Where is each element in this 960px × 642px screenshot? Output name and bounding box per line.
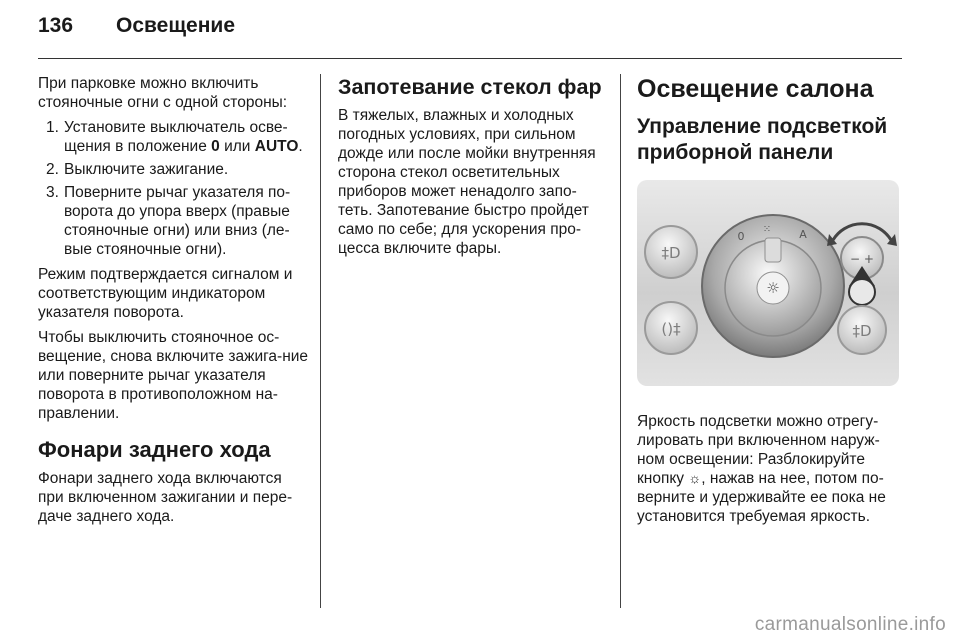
page-header xyxy=(38,14,235,38)
svg-text:()‡: ()‡ xyxy=(661,320,681,338)
column-3 xyxy=(637,74,905,532)
reverse-lights-heading: Фонари заднего хода xyxy=(38,437,271,462)
switch-position-zero: 0 xyxy=(211,138,220,155)
column-divider xyxy=(320,74,321,608)
list-item: 3. Поверните рычаг указателя по-ворота до упора вверх (правые стояночные огни) или вниз (ле-вые стояночные огни). xyxy=(46,184,291,258)
list-item: 1. Установите выключатель осве-щения в положение 0 или AUTO. xyxy=(46,119,303,155)
column-1 xyxy=(38,74,310,532)
section-title: Освещение xyxy=(116,14,235,37)
svg-text:− +: − + xyxy=(850,252,874,266)
column-divider xyxy=(620,74,621,608)
column-2 xyxy=(338,74,610,264)
page-number: 136 xyxy=(38,14,74,37)
mode-confirm-para: Режим подтверждается сигналом и соответствующим индикатором указателя поворота. xyxy=(38,266,293,321)
dial-label-zero: 0 xyxy=(737,230,745,243)
watermark: carmanualsonline.info xyxy=(754,614,946,635)
instrument-illumination-subheading: Управление подсветкой приборной панели xyxy=(637,115,888,164)
svg-text:‡D: ‡D xyxy=(852,322,872,340)
light-switch-panel-figure xyxy=(637,180,899,386)
svg-text:☼: ☼ xyxy=(766,279,780,297)
front-fog-button xyxy=(645,226,697,278)
dial-label-auto: A xyxy=(799,228,807,241)
illumination-icon: ☼ xyxy=(688,470,702,486)
parking-steps xyxy=(38,118,310,259)
brightness-text: Яркость подсветки можно отрегу-лировать при включенном наруж-ном освещении: Разблокируйте кнопку ☼, нажав на нее, потом по-верните и удерживайте ее пока не установится требуемая яркость. xyxy=(637,413,886,525)
reverse-lights-text: Фонари заднего хода включаются при включенном зажигании и пере-даче заднего хода. xyxy=(38,470,293,525)
light-switch-dial xyxy=(702,215,844,357)
rear-fog-button xyxy=(645,302,697,354)
parking-intro: При парковке можно включить стояночные огни с одной стороны: xyxy=(38,75,288,111)
rear-window-button xyxy=(838,306,886,354)
list-item: 2. Выключите зажигание. xyxy=(46,161,229,178)
svg-text:‡D: ‡D xyxy=(661,244,681,262)
svg-text:⁙: ⁙ xyxy=(762,224,772,235)
parking-off-para: Чтобы выключить стояночное ос-вещение, снова включите зажига-ние или поверните рычаг указателя поворота в противоположном на-правлении. xyxy=(38,329,309,422)
interior-lighting-heading: Освещение салона xyxy=(637,75,874,103)
switch-position-auto: AUTO xyxy=(254,138,299,155)
header-rule xyxy=(38,58,902,59)
fogging-heading: Запотевание стекол фар xyxy=(338,75,602,99)
fogging-text: В тяжелых, влажных и холодных погодных условиях, при сильном дожде или после мойки внутренняя сторона стекол осветительных приборов может ненадолго запо-теть. Запотевание быстро пройдет само по себе; для ускорения про-цесса включите фары. xyxy=(338,107,596,257)
